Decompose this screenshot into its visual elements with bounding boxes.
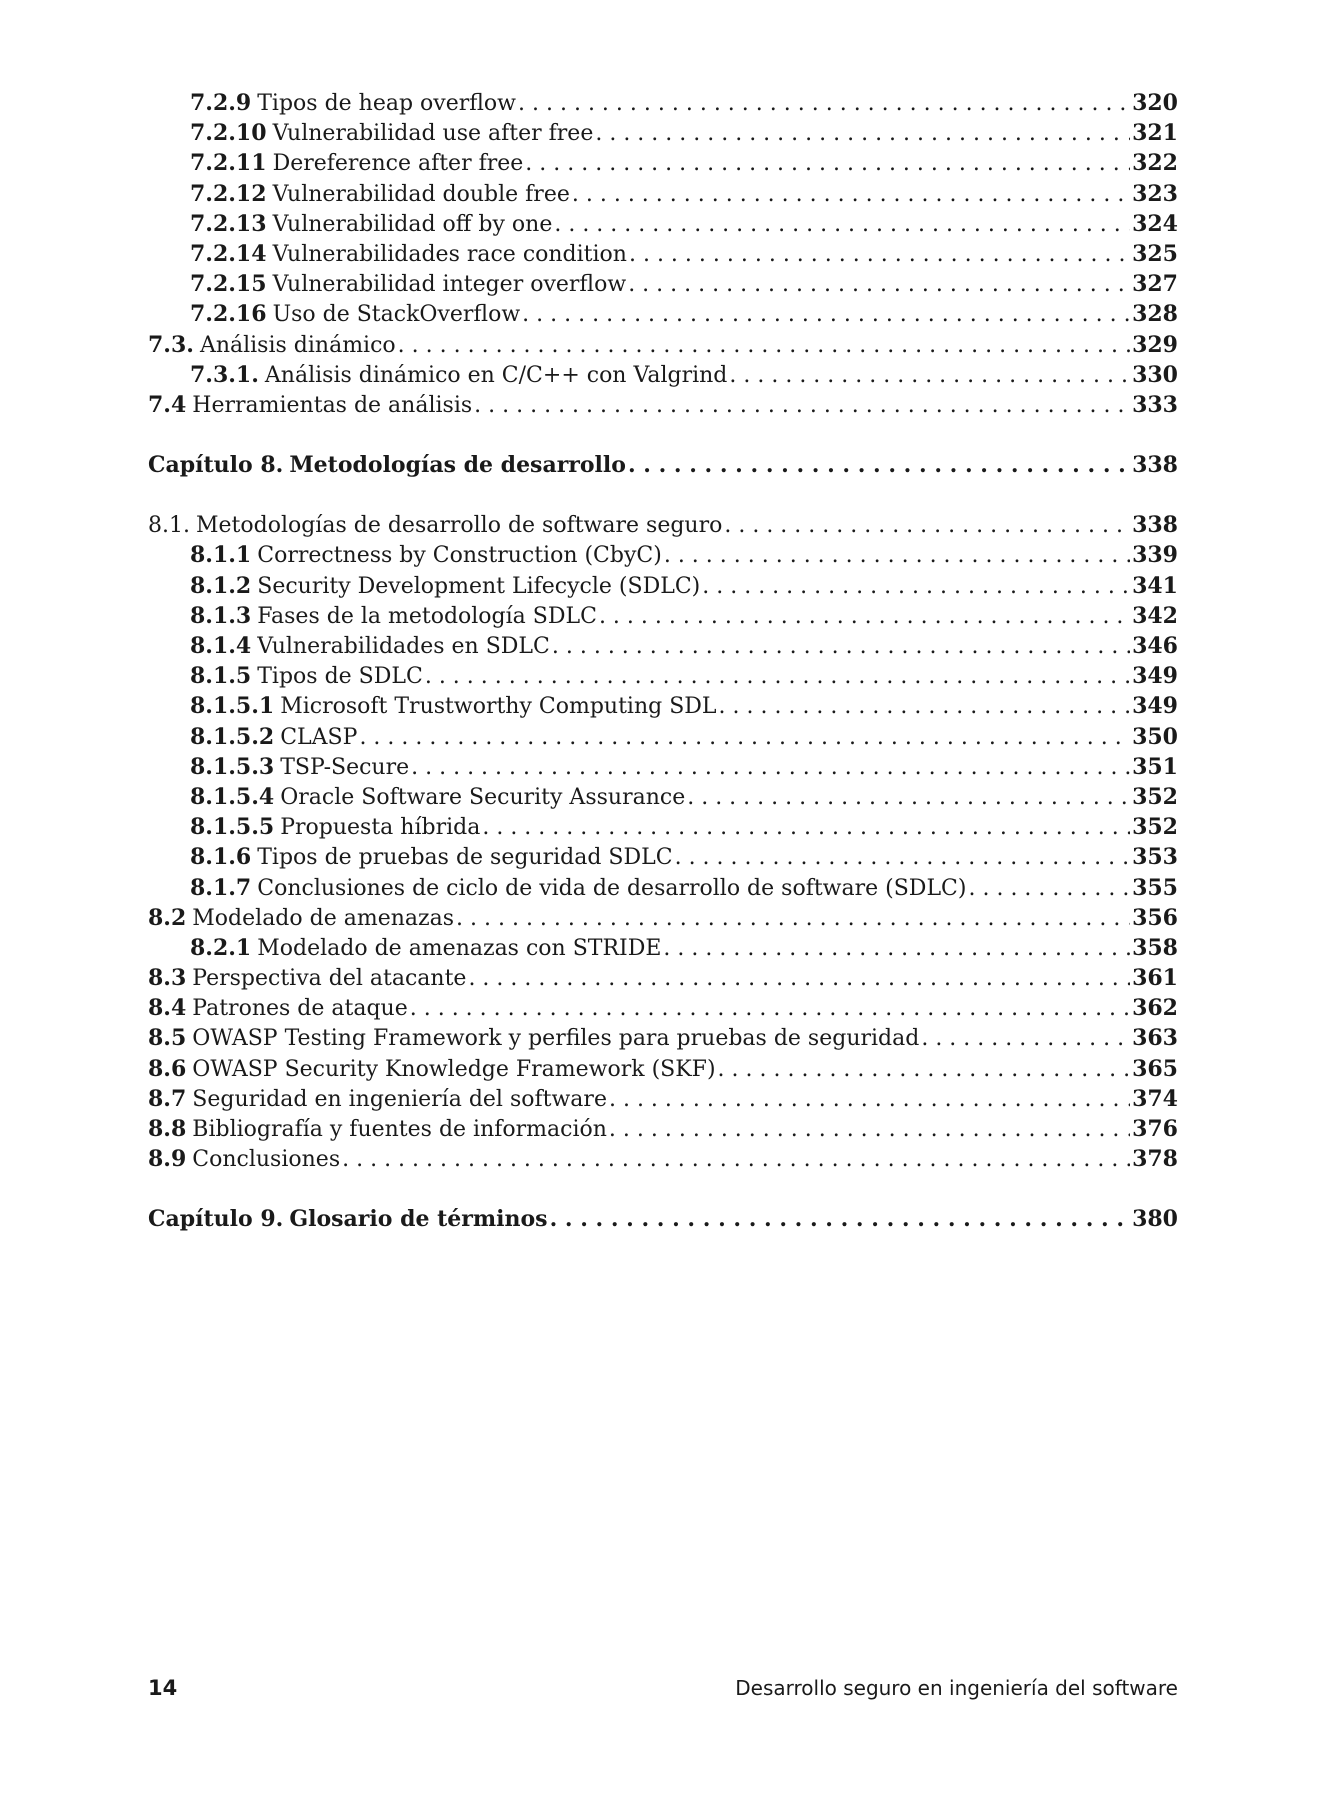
toc-entry-title: Modelado de amenazas: [192, 905, 455, 931]
toc-entry[interactable]: [148, 933, 1178, 963]
toc-entry-number: 8.1.5.3: [190, 753, 275, 780]
dot-leader: [664, 541, 1130, 571]
toc-entry-number: 8.1.1: [190, 542, 252, 569]
toc-entry-title: Perspectiva del atacante: [192, 966, 467, 992]
toc-entry-page: 338: [1132, 452, 1178, 479]
toc-entry-number: 7.2.10: [190, 120, 267, 147]
toc-entry-page: 351: [1132, 753, 1178, 780]
dot-leader: [921, 1024, 1130, 1054]
dot-leader: [474, 391, 1130, 421]
toc-entry-number: 7.2.14: [190, 240, 267, 267]
toc-entry-page: 355: [1132, 874, 1178, 901]
toc-entry-page: 324: [1132, 210, 1178, 237]
toc-entry-page: 378: [1132, 1146, 1178, 1173]
dot-leader: [595, 119, 1130, 149]
toc-entry-number: 8.1.5: [190, 663, 252, 690]
toc-entry-title: Modelado de amenazas con STRIDE: [257, 935, 662, 961]
toc-entry[interactable]: [148, 239, 1178, 269]
toc-entry-number: 8.1.: [148, 513, 190, 539]
toc-entry-number: 8.1.6: [190, 844, 252, 871]
toc-entry-title: Herramientas de análisis: [192, 392, 473, 418]
dot-leader: [675, 843, 1130, 873]
toc-entry[interactable]: [148, 993, 1178, 1023]
toc-entry-number: 7.2.11: [190, 150, 267, 177]
toc-entry-page: 350: [1132, 723, 1178, 750]
toc-entry[interactable]: [148, 209, 1178, 239]
toc-entry[interactable]: [148, 812, 1178, 842]
toc-entry-page: 362: [1132, 995, 1178, 1022]
toc-entry[interactable]: [148, 691, 1178, 721]
table-of-contents: [148, 88, 1178, 1265]
dot-leader: [359, 723, 1130, 753]
dot-leader: [522, 300, 1130, 330]
toc-entry[interactable]: [148, 88, 1178, 118]
toc-entry-number: 8.4: [148, 995, 187, 1022]
toc-entry-page: 356: [1132, 904, 1178, 931]
toc-entry[interactable]: [148, 631, 1178, 661]
toc-entry[interactable]: [148, 330, 1178, 360]
dot-leader: [525, 149, 1130, 179]
toc-entry-page: 321: [1132, 120, 1178, 147]
toc-entry[interactable]: [148, 842, 1178, 872]
toc-entry-page: 339: [1132, 542, 1178, 569]
dot-leader: [552, 632, 1130, 662]
toc-entry[interactable]: [148, 722, 1178, 752]
dot-leader: [425, 662, 1130, 692]
toc-entry-title: OWASP Security Knowledge Framework (SKF): [192, 1056, 716, 1082]
toc-entry-title: Dereference after free: [272, 151, 524, 177]
toc-entry-title: Correctness by Construction (CbyC): [257, 543, 662, 569]
toc-entry-title: Vulnerabilidad integer overflow: [272, 272, 627, 298]
toc-entry-number: 8.1.4: [190, 633, 252, 659]
toc-entry[interactable]: [148, 873, 1178, 903]
toc-entry-title: Oracle Software Security Assurance: [280, 784, 686, 810]
dot-leader: [398, 331, 1130, 361]
toc-entry-number: 8.1.7: [190, 874, 252, 901]
toc-entry-number: 8.1.5.5: [190, 814, 275, 841]
toc-entry-page: 352: [1132, 814, 1178, 841]
toc-entry-title: CLASP: [280, 724, 358, 750]
dot-leader: [719, 692, 1131, 722]
toc-entry-page: 353: [1132, 844, 1178, 871]
toc-entry[interactable]: [148, 269, 1178, 299]
toc-entry[interactable]: [148, 540, 1178, 570]
toc-entry-page: 380: [1132, 1206, 1178, 1233]
toc-entry-page: 328: [1132, 301, 1178, 328]
toc-entry-page: 322: [1132, 150, 1178, 177]
toc-entry[interactable]: [148, 360, 1178, 390]
toc-entry-number: 8.1.5.2: [190, 723, 275, 750]
toc-entry-number: 8.1.3: [190, 602, 252, 629]
toc-entry[interactable]: [148, 1144, 1178, 1174]
toc-entry-page: 325: [1132, 240, 1178, 267]
toc-entry-title: Propuesta híbrida: [280, 815, 481, 841]
toc-entry-number: 8.1.5.4: [190, 783, 275, 810]
dot-leader: [724, 511, 1130, 541]
toc-entry-page: 349: [1132, 693, 1178, 720]
toc-entry-page: 352: [1132, 783, 1178, 810]
toc-entry[interactable]: [148, 118, 1178, 148]
dot-leader: [410, 994, 1130, 1024]
page-number: 14: [148, 1676, 178, 1700]
toc-entry-number: 8.5: [148, 1025, 187, 1052]
toc-entry-number: 8.1.5.1: [190, 693, 275, 720]
dot-leader: [609, 1115, 1130, 1145]
toc-entry-title: Patrones de ataque: [192, 996, 408, 1022]
toc-entry-title: Vulnerabilidades race condition: [272, 241, 627, 267]
toc-entry-page: 338: [1132, 512, 1178, 539]
toc-chapter-entry[interactable]: [148, 1204, 1178, 1234]
toc-entry-title: Análisis dinámico: [199, 332, 396, 358]
toc-entry-title: Microsoft Trustworthy Computing SDL: [280, 694, 717, 720]
toc-entry-title: Metodologías de desarrollo de software seguro: [195, 513, 723, 539]
dot-leader: [342, 1145, 1130, 1175]
toc-entry-number: 8.9: [148, 1146, 187, 1173]
dot-leader: [518, 89, 1130, 119]
toc-entry-title: Vulnerabilidades en SDLC: [257, 634, 550, 659]
dot-leader: [729, 361, 1130, 391]
toc-entry-number: 8.8: [148, 1116, 187, 1142]
dot-leader: [628, 450, 1130, 480]
toc-entry[interactable]: [148, 571, 1178, 601]
toc-entry-number: 8.6: [148, 1055, 187, 1082]
toc-entry-page: 329: [1132, 331, 1178, 358]
toc-entry[interactable]: [148, 299, 1178, 329]
toc-entry-number: 7.2.9: [190, 90, 252, 116]
toc-entry-page: 323: [1132, 180, 1178, 207]
toc-entry-page: 333: [1132, 391, 1178, 418]
toc-entry-page: 341: [1132, 572, 1178, 599]
toc-chapter-entry[interactable]: [148, 450, 1178, 480]
toc-entry-page: 330: [1132, 361, 1178, 388]
toc-entry-page: 358: [1132, 934, 1178, 961]
toc-entry-title: Glosario de términos: [289, 1206, 548, 1233]
toc-entry[interactable]: [148, 1114, 1178, 1144]
toc-entry-page: 363: [1132, 1025, 1178, 1052]
toc-entry[interactable]: [148, 510, 1178, 540]
dot-leader: [456, 904, 1130, 934]
toc-entry-number: 8.2.1: [190, 934, 252, 961]
dot-leader: [599, 602, 1130, 632]
toc-entry[interactable]: [148, 148, 1178, 178]
toc-entry-page: 365: [1132, 1055, 1178, 1082]
toc-entry[interactable]: [148, 1054, 1178, 1084]
toc-entry-title: Conclusiones de ciclo de vida de desarrollo de software (SDLC): [257, 875, 967, 901]
dot-leader: [550, 1204, 1131, 1234]
toc-entry[interactable]: [148, 601, 1178, 631]
toc-entry-page: 320: [1132, 90, 1178, 116]
toc-entry-page: 349: [1132, 663, 1178, 690]
toc-entry[interactable]: [148, 782, 1178, 812]
toc-entry-page: 376: [1132, 1116, 1178, 1142]
toc-entry-title: OWASP Testing Framework y perfiles para pruebas de seguridad: [192, 1026, 920, 1052]
toc-entry-number: 7.2.12: [190, 180, 267, 207]
toc-entry-title: Uso de StackOverflow: [272, 302, 521, 328]
book-title: Desarrollo seguro en ingeniería del software: [735, 1676, 1178, 1700]
toc-entry-number: Capítulo 9.: [148, 1206, 284, 1233]
toc-entry-title: Tipos de SDLC: [257, 664, 423, 690]
dot-leader: [718, 1055, 1131, 1085]
toc-entry[interactable]: [148, 903, 1178, 933]
toc-entry-number: 7.2.16: [190, 301, 267, 328]
toc-entry-title: Vulnerabilidad off by one: [272, 211, 553, 237]
toc-entry-number: 8.3: [148, 965, 187, 992]
dot-leader: [482, 813, 1130, 843]
toc-entry-number: 8.7: [148, 1085, 187, 1112]
dot-leader: [609, 1085, 1130, 1115]
toc-entry-title: Vulnerabilidad double free: [272, 181, 570, 207]
dot-leader: [702, 572, 1130, 602]
toc-entry-page: 346: [1132, 633, 1178, 659]
toc-entry-number: 7.2.13: [190, 210, 267, 237]
dot-leader: [468, 964, 1130, 994]
toc-entry-page: 342: [1132, 602, 1178, 629]
toc-entry[interactable]: [148, 963, 1178, 993]
toc-entry[interactable]: [148, 661, 1178, 691]
toc-entry[interactable]: [148, 1084, 1178, 1114]
toc-entry-number: 7.3.1.: [190, 361, 259, 388]
toc-entry[interactable]: [148, 179, 1178, 209]
toc-entry-title: Bibliografía y fuentes de información: [192, 1117, 607, 1142]
toc-entry-number: Capítulo 8.: [148, 452, 284, 479]
dot-leader: [554, 210, 1130, 240]
toc-entry-page: 374: [1132, 1085, 1178, 1112]
dot-leader: [968, 874, 1130, 904]
toc-entry-number: 8.1.2: [190, 572, 252, 599]
toc-entry-title: Security Development Lifecycle (SDLC): [257, 573, 701, 599]
page-footer: [148, 1676, 1178, 1700]
dot-leader: [629, 240, 1130, 270]
dot-leader: [687, 783, 1130, 813]
toc-entry-title: Tipos de pruebas de seguridad SDLC: [257, 845, 673, 871]
toc-entry-page: 361: [1132, 965, 1178, 992]
toc-entry-title: Fases de la metodología SDLC: [257, 603, 597, 629]
toc-entry-number: 7.2.15: [190, 271, 267, 298]
toc-entry[interactable]: [148, 752, 1178, 782]
toc-entry-title: Tipos de heap overflow: [257, 91, 517, 116]
toc-entry-title: Seguridad en ingeniería del software: [192, 1086, 607, 1112]
toc-entry[interactable]: [148, 390, 1178, 420]
toc-entry-title: Vulnerabilidad use after free: [272, 121, 594, 147]
toc-entry[interactable]: [148, 1023, 1178, 1053]
toc-entry-title: Conclusiones: [192, 1147, 341, 1173]
dot-leader: [572, 180, 1130, 210]
toc-entry-number: 7.3.: [148, 331, 194, 358]
dot-leader: [411, 753, 1130, 783]
dot-leader: [663, 934, 1130, 964]
dot-leader: [628, 270, 1130, 300]
toc-entry-title: TSP-Secure: [280, 754, 410, 780]
toc-entry-number: 8.2: [148, 904, 187, 931]
toc-entry-page: 327: [1132, 271, 1178, 298]
toc-entry-title: Metodologías de desarrollo: [289, 452, 626, 479]
toc-entry-number: 7.4: [148, 391, 187, 418]
toc-entry-title: Análisis dinámico en C/C++ con Valgrind: [264, 362, 728, 388]
